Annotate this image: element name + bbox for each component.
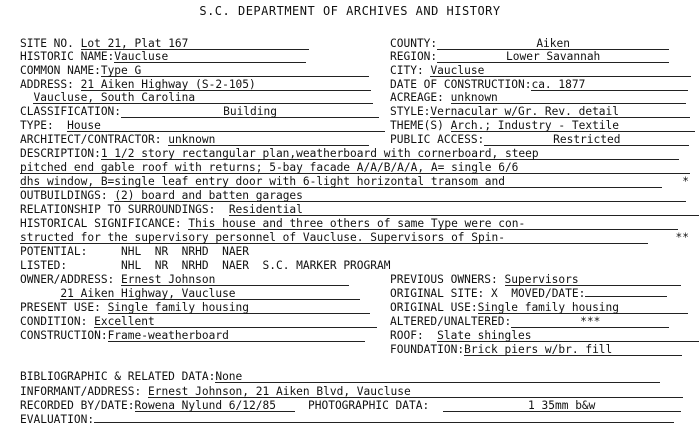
city-label: CITY: (390, 64, 424, 77)
moved-date-label: MOVED/DATE: (511, 287, 586, 300)
altered-row (390, 315, 669, 328)
city-value: Vaucluse (430, 65, 691, 77)
description-label: DESCRIPTION: (20, 147, 101, 160)
relationship-value: Residential (229, 204, 699, 216)
classification-label: CLASSIFICATION: (20, 105, 122, 118)
roof-label: ROOF: (390, 329, 424, 342)
bibliographic-value: None (215, 371, 660, 383)
original-use-row (390, 301, 688, 314)
foundation-value: Brick piers w/br. fill (464, 344, 682, 356)
condition-label: CONDITION: (20, 315, 88, 328)
significance-continuation-mark: ** (675, 231, 689, 244)
type-value: House (67, 120, 385, 132)
description-row (20, 147, 679, 160)
type-row (20, 119, 385, 132)
address-line2: Vaucluse, South Carolina (33, 92, 373, 104)
site-no-value: Lot 21, Plat 167 (81, 38, 309, 50)
informant-value: Ernest Johnson, 21 Aiken Blvd, Vaucluse (148, 386, 683, 398)
construction-label: CONSTRUCTION: (20, 329, 108, 342)
common-name-label: COMMON NAME: (20, 64, 101, 77)
present-use-value: Single family housing (108, 302, 370, 314)
relationship-row (20, 203, 699, 216)
owner-line2: 21 Aiken Highway, Vaucluse (60, 288, 360, 300)
description-line2-row (20, 161, 690, 174)
informant-row (20, 385, 683, 398)
significance-line2: structed for the supervisory personnel of Vaucluse. Supervisors of Spin- (20, 232, 648, 244)
condition-row (20, 315, 377, 328)
evaluation-value (94, 422, 674, 423)
address-cont-row (20, 91, 373, 104)
informant-label: INFORMANT/ADDRESS: (20, 385, 142, 398)
listed-options: NHL NR NRHD NAER S.C. MARKER PROGRAM (121, 259, 391, 272)
city-row (390, 64, 691, 77)
site-no-row (20, 37, 309, 50)
photographic-value: 1 35mm b&w (443, 400, 681, 412)
region-value: Lower Savannah (437, 51, 669, 63)
county-label: COUNTY: (390, 37, 438, 50)
potential-row (20, 245, 249, 258)
description-line2: pitched end gable roof with returns; 5-bay facade A/A/B/A/A, A= single 6/6 (20, 162, 690, 174)
description-continuation-mark: * (682, 175, 689, 188)
style-value: Vernacular w/Gr. Rev. detail (430, 106, 690, 118)
county-row (390, 37, 669, 50)
present-use-label: PRESENT USE: (20, 301, 101, 314)
region-label: REGION: (390, 50, 438, 63)
public-access-value: Restricted (484, 134, 689, 146)
previous-owners-value: Supervisors (505, 274, 681, 286)
outbuildings-value: (2) board and batten garages (114, 190, 686, 202)
bibliographic-row (20, 370, 660, 383)
significance-line2-row (20, 231, 695, 244)
architect-row (20, 133, 369, 146)
original-site-label: ORIGINAL SITE: (390, 287, 485, 300)
significance-row (20, 217, 678, 230)
condition-value: Excellent (94, 316, 377, 328)
description-line3: dhs window, B=single leaf entry door with 6-light horizontal transom and (20, 176, 662, 188)
architect-label: ARCHITECT/CONTRACTOR: (20, 133, 162, 146)
moved-date-value (585, 296, 667, 297)
address-line1: 21 Aiken Highway (S-2-105) (81, 79, 371, 91)
present-use-row (20, 301, 370, 314)
foundation-label: FOUNDATION: (390, 343, 465, 356)
listed-row (20, 259, 390, 272)
historic-name-row (20, 50, 306, 63)
region-row (390, 50, 669, 63)
recorded-by-value: Rowena Nylund 6/12/85 (135, 400, 295, 412)
classification-value: Building (121, 106, 379, 118)
owner-line1: Ernest Johnson (121, 274, 349, 286)
public-access-row (390, 133, 689, 146)
original-site-row (390, 287, 667, 300)
potential-label: POTENTIAL: (20, 245, 88, 258)
foundation-row (390, 343, 682, 356)
style-row (390, 105, 690, 118)
outbuildings-row (20, 189, 686, 202)
form-title: S.C. DEPARTMENT OF ARCHIVES AND HISTORY (199, 4, 501, 18)
style-label: STYLE: (390, 105, 431, 118)
county-value: Aiken (437, 38, 669, 50)
previous-owners-label: PREVIOUS OWNERS: (390, 273, 498, 286)
date-value: ca. 1877 (531, 79, 688, 91)
roof-row (390, 329, 699, 342)
significance-line1: This house and three others of same Type were con- (188, 218, 678, 230)
architect-value: unknown (168, 134, 369, 146)
evaluation-row (20, 413, 674, 426)
construction-row (20, 329, 365, 342)
photographic-label: PHOTOGRAPHIC DATA: (308, 399, 430, 412)
altered-value: *** (511, 316, 669, 328)
description-line3-row (20, 175, 695, 188)
themes-value: Arch.; Industry - Textile (451, 120, 695, 132)
common-name-row (20, 64, 369, 77)
address-label: ADDRESS: (20, 78, 74, 91)
address-row (20, 78, 371, 91)
acreage-label: ACREAGE: (390, 91, 444, 104)
listed-label: LISTED: (20, 259, 68, 272)
site-no-label: SITE NO. (20, 37, 74, 50)
relationship-label: RELATIONSHIP TO SURROUNDINGS: (20, 203, 216, 216)
evaluation-label: EVALUATION: (20, 413, 95, 426)
historic-name-label: HISTORIC NAME: (20, 50, 115, 63)
public-access-label: PUBLIC ACCESS: (390, 133, 485, 146)
themes-label: THEME(S) (390, 119, 444, 132)
recorded-by-label: RECORDED BY/DATE: (20, 399, 135, 412)
recorded-by-row (20, 399, 295, 412)
construction-value: Frame-weatherboard (108, 330, 365, 342)
original-use-label: ORIGINAL USE: (390, 301, 478, 314)
common-name-value: Type G (101, 65, 369, 77)
bibliographic-label: BIBLIOGRAPHIC & RELATED DATA: (20, 370, 216, 383)
significance-label: HISTORICAL SIGNIFICANCE: (20, 217, 182, 230)
date-label: DATE OF CONSTRUCTION: (390, 78, 532, 91)
owner-label: OWNER/ADDRESS: (20, 273, 115, 286)
acreage-value: unknown (451, 92, 686, 104)
outbuildings-label: OUTBUILDINGS: (20, 189, 108, 202)
potential-options: NHL NR NRHD NAER (121, 245, 250, 258)
original-use-value: Single family housing (478, 302, 688, 314)
previous-owners-row (390, 273, 681, 286)
date-row (390, 78, 688, 91)
description-line1: 1 1/2 story rectangular plan,weatherboard with cornerboard, steep (101, 148, 679, 160)
themes-row (390, 119, 695, 132)
historic-name-value: Vaucluse (114, 51, 306, 63)
owner-cont-row (20, 287, 360, 300)
type-label: TYPE: (20, 119, 54, 132)
original-site-value: X (491, 287, 498, 300)
altered-label: ALTERED/UNALTERED: (390, 315, 512, 328)
photographic-row (308, 399, 681, 412)
acreage-row (390, 91, 686, 104)
roof-value: Slate shingles (437, 330, 699, 342)
classification-row (20, 105, 379, 118)
owner-row (20, 273, 349, 286)
